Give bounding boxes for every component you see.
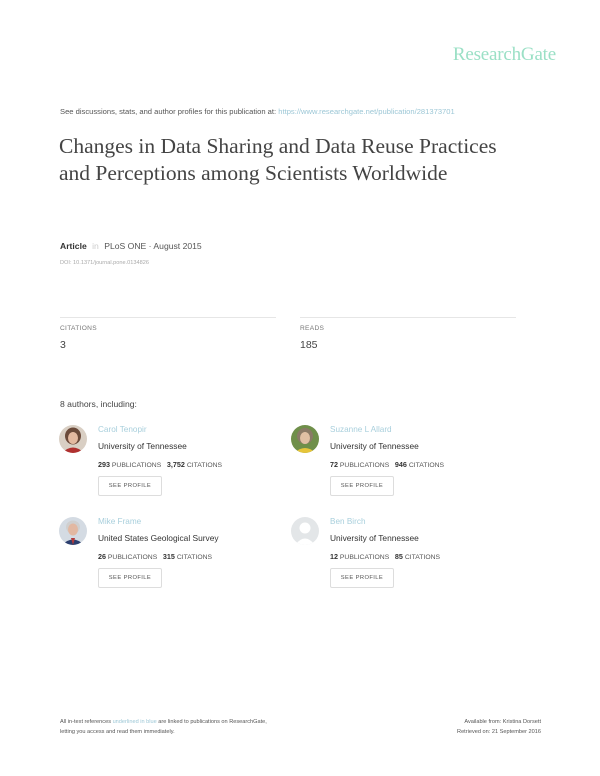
journal-date[interactable]: PLoS ONE · August 2015 <box>104 241 202 251</box>
see-profile-button[interactable]: SEE PROFILE <box>330 568 394 588</box>
reads-value: 185 <box>300 339 318 351</box>
reads-label: READS <box>300 325 325 332</box>
publication-meta <box>60 241 202 251</box>
author-name[interactable]: Carol Tenopir <box>98 425 147 434</box>
authors-heading: 8 authors, including: <box>60 399 137 409</box>
citations-value: 3 <box>60 339 66 351</box>
avatar[interactable] <box>59 425 87 453</box>
author-affiliation: University of Tennessee <box>98 441 187 451</box>
footer-text: All in-text references <box>60 719 111 725</box>
footer-text: are linked to publications on ResearchGate, <box>158 719 267 725</box>
meta-in: in <box>92 241 99 251</box>
available-from: Available from: Kristina Dorsett <box>464 719 541 725</box>
publications-label: PUBLICATIONS <box>111 462 162 469</box>
author-stats <box>330 552 440 561</box>
publication-title: Changes in Data Sharing and Data Reuse Practices and Perceptions among Scientists Worldwide <box>59 134 497 185</box>
footer-left <box>60 717 267 737</box>
author-card <box>59 425 279 503</box>
author-name[interactable]: Ben Birch <box>330 517 366 526</box>
publications-label: PUBLICATIONS <box>107 554 158 561</box>
author-name[interactable]: Suzanne L Allard <box>330 425 392 434</box>
discussion-line <box>60 107 455 116</box>
author-card <box>291 425 511 503</box>
default-avatar-icon[interactable] <box>291 517 319 545</box>
citations-label: CITATIONS <box>404 554 441 561</box>
publications-count: 72 <box>330 460 338 469</box>
publications-count: 12 <box>330 552 338 561</box>
footer-line-2: letting you access and read them immediately. <box>60 729 175 735</box>
author-card <box>291 517 511 595</box>
citations-count: 3,752 <box>166 460 185 469</box>
avatar[interactable] <box>291 425 319 453</box>
author-stats <box>330 460 444 469</box>
footer-link[interactable]: underlined in blue <box>112 719 157 725</box>
author-affiliation: United States Geological Survey <box>98 533 219 543</box>
publications-count: 26 <box>98 552 106 561</box>
citations-count: 315 <box>162 552 175 561</box>
publications-label: PUBLICATIONS <box>339 554 390 561</box>
avatar[interactable] <box>59 517 87 545</box>
citations-count: 85 <box>394 552 403 561</box>
author-affiliation: University of Tennessee <box>330 533 419 543</box>
doi[interactable]: DOI: 10.1371/journal.pone.0134826 <box>60 260 149 266</box>
citations-label: CITATIONS <box>176 554 213 561</box>
divider <box>60 317 276 318</box>
researchgate-logo[interactable]: ResearchGate <box>452 44 556 65</box>
publications-count: 293 <box>98 460 110 469</box>
author-affiliation: University of Tennessee <box>330 441 419 451</box>
footer-right <box>457 717 541 737</box>
footer-line-1 <box>60 717 267 727</box>
retrieved-on: Retrieved on: 21 September 2016 <box>457 729 541 735</box>
author-stats <box>98 460 222 469</box>
author-name[interactable]: Mike Frame <box>98 517 142 526</box>
see-profile-button[interactable]: SEE PROFILE <box>98 568 162 588</box>
see-profile-button[interactable]: SEE PROFILE <box>98 476 162 496</box>
citations-label: CITATIONS <box>186 462 223 469</box>
divider <box>300 317 516 318</box>
citations-label: CITATIONS <box>408 462 445 469</box>
publications-label: PUBLICATIONS <box>339 462 390 469</box>
author-stats <box>98 552 212 561</box>
article-type: Article <box>60 241 87 251</box>
author-card <box>59 517 279 595</box>
publication-link[interactable]: https://www.researchgate.net/publication/281373701 <box>278 107 455 116</box>
discussion-text: See discussions, stats, and author profiles for this publication at: <box>60 107 277 116</box>
citations-count: 946 <box>394 460 407 469</box>
see-profile-button[interactable]: SEE PROFILE <box>330 476 394 496</box>
citations-label: CITATIONS <box>60 325 97 332</box>
